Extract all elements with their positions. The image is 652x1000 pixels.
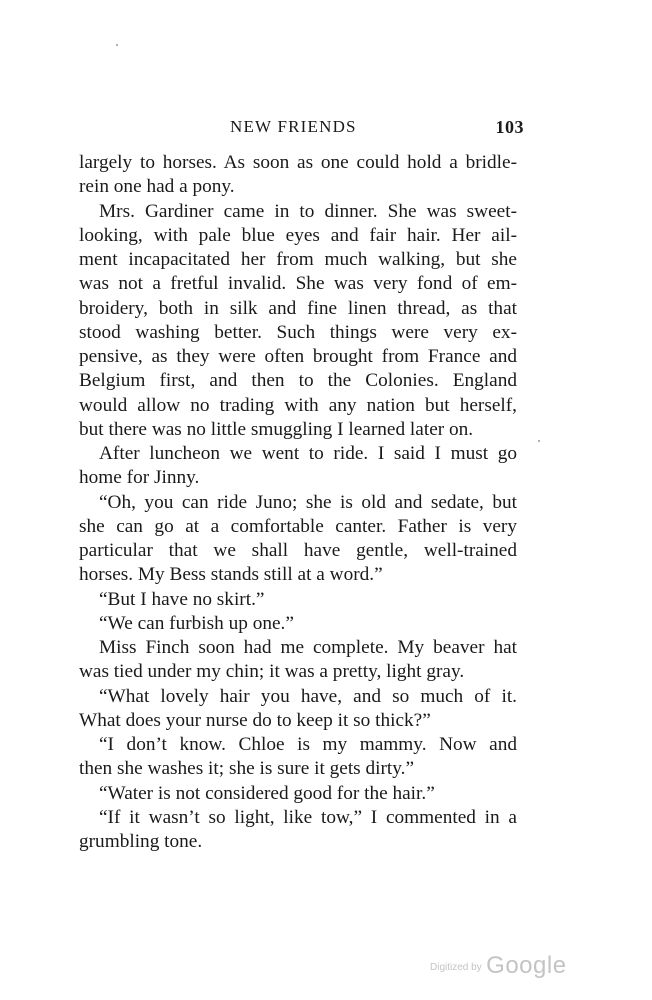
- scan-speck: [538, 440, 540, 442]
- text-line: Miss Finch soon had me complete. My beaver hat: [99, 637, 517, 658]
- text-line: looking, with pale blue eyes and fair hair. Her ail-: [79, 224, 517, 246]
- text-line: After luncheon we went to ride. I said I must go: [99, 443, 517, 464]
- text-line: particular that we shall have gentle, well-trained: [79, 540, 517, 561]
- text-line: “But I have no skirt.”: [99, 588, 265, 610]
- text-line: broidery, both in silk and fine linen thread, as that: [79, 297, 517, 319]
- body-text: [79, 151, 517, 854]
- digitized-label: Digitized by: [430, 962, 482, 973]
- running-head: NEW FRIENDS: [230, 117, 357, 136]
- text-line: “We can furbish up one.”: [99, 612, 294, 634]
- text-line: but there was no little smuggling I learned later on.: [79, 418, 474, 440]
- text-line: she can go at a comfortable canter. Father is very: [79, 515, 517, 537]
- text-line: stood washing better. Such things were very ex-: [79, 321, 517, 343]
- text-line: rein one had a pony.: [79, 176, 235, 198]
- text-line: ment incapacitated her from much walking, but she: [79, 249, 517, 270]
- text-line: then she washes it; she is sure it gets dirty.”: [79, 758, 415, 780]
- text-line: home for Jinny.: [79, 467, 200, 489]
- text-line: Mrs. Gardiner came in to dinner. She was sweet-: [99, 200, 517, 222]
- text-line: “Water is not considered good for the hair.”: [99, 782, 435, 804]
- text-line: “What lovely hair you have, and so much of it.: [99, 685, 517, 707]
- digitized-watermark: [430, 952, 567, 980]
- text-line: largely to horses. As soon as one could hold a bridle-: [79, 152, 517, 173]
- text-line: “If it wasn’t so light, like tow,” I commented in a: [99, 806, 517, 828]
- text-line: was not a fretful invalid. She was very fond of em-: [79, 273, 517, 295]
- text-line: “I don’t know. Chloe is my mammy. Now and: [99, 734, 517, 755]
- text-line: grumbling tone.: [79, 831, 203, 852]
- text-line: “Oh, you can ride Juno; she is old and sedate, but: [99, 491, 517, 513]
- text-line: would allow no trading with any nation but herself,: [79, 394, 517, 416]
- text-line: Belgium first, and then to the Colonies. England: [79, 370, 517, 392]
- text-line: was tied under my chin; it was a pretty, light gray.: [79, 661, 465, 683]
- text-line: pensive, as they were often brought from France and: [79, 346, 517, 367]
- page-number: 103: [495, 117, 524, 137]
- text-line: What does your nurse do to keep it so thick?”: [79, 709, 431, 731]
- scan-speck: [116, 44, 118, 46]
- page-header: [80, 117, 524, 141]
- google-logo: Google: [486, 952, 567, 979]
- text-line: horses. My Bess stands still at a word.”: [79, 564, 383, 586]
